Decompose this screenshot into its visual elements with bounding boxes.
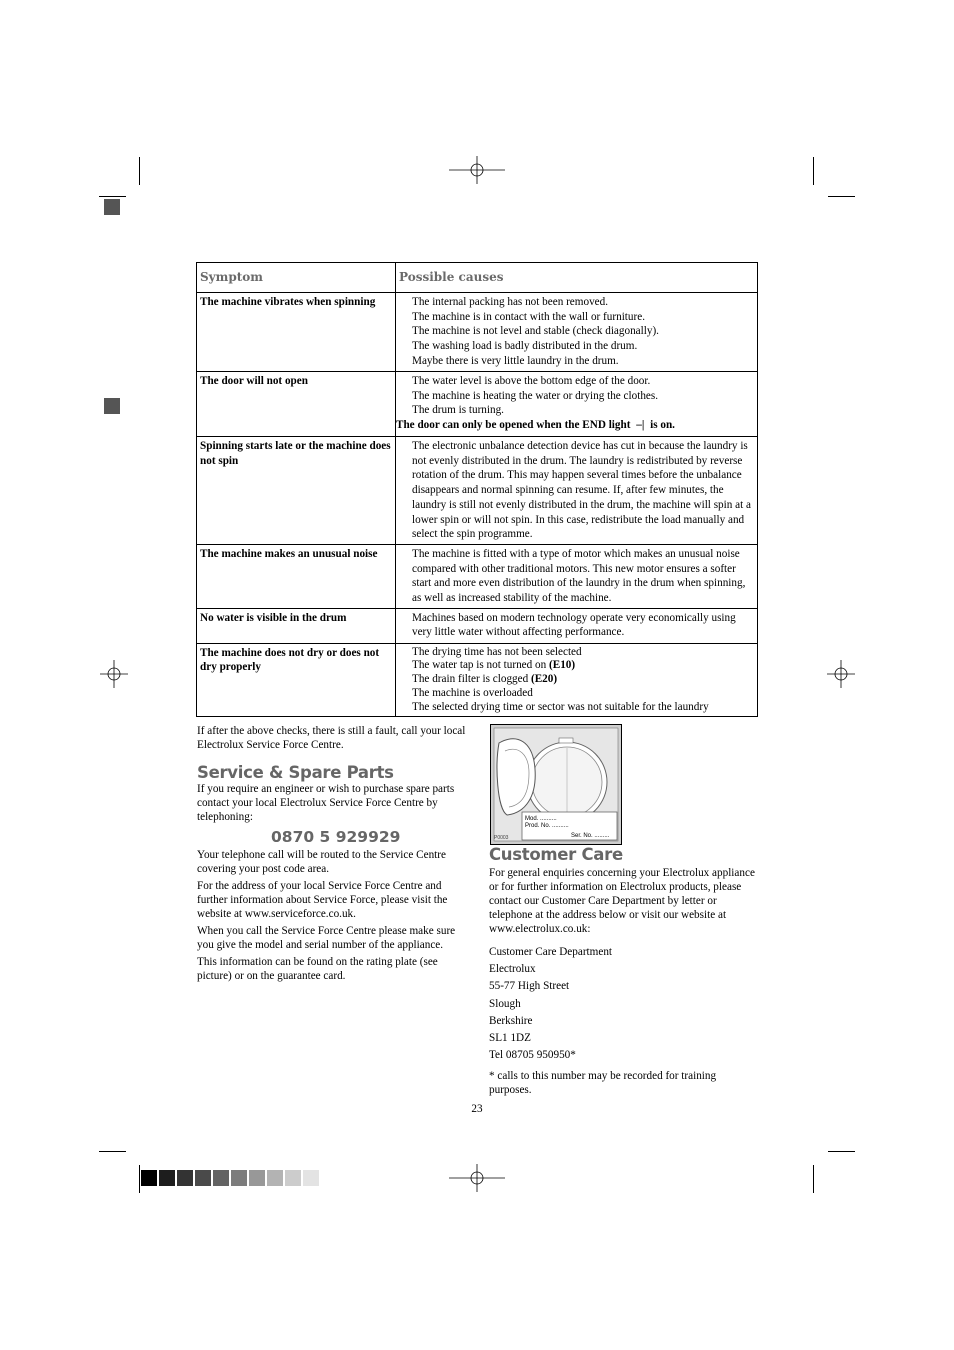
plate-product-number-label: Prod. No. ..........: [525, 823, 569, 829]
right-column: [489, 845, 757, 1100]
address-line: SL1 1DZ: [489, 1031, 531, 1044]
table-row: [197, 608, 758, 643]
causes-cell: Machines based on modern technology operate very economically using very little water without affecting performance.: [396, 608, 758, 643]
error-code: (E10): [549, 659, 576, 672]
color-calibration-bar: [141, 1170, 319, 1186]
symptom-cell: The machine makes an unusual noise: [197, 544, 396, 608]
service-paragraph: Your telephone call will be routed to the Service Centre covering your post code area.: [197, 849, 446, 875]
table-row: [197, 293, 758, 372]
color-swatch: [249, 1170, 265, 1186]
symptom-cell: The machine vibrates when spinning: [197, 293, 396, 372]
table-row: [197, 437, 758, 545]
troubleshooting-table: [196, 262, 758, 717]
service-heading: Service & Spare Parts: [197, 763, 394, 782]
customer-care-paragraph: For general enquiries concerning your Electrolux appliance or for further information on Electrolux products, please contact our Customer Care Department by letter or telephone at the address below or visit our website at www.electrolux.co.uk:: [489, 867, 755, 935]
color-swatch: [141, 1170, 157, 1186]
cause-line: [412, 673, 753, 687]
symptom-cell: No water is visible in the drum: [197, 608, 396, 643]
causes-cell: [396, 643, 758, 717]
left-column: [197, 724, 469, 986]
symptom-cell: The door will not open: [197, 372, 396, 437]
page-number: 23: [471, 1103, 483, 1115]
cause-line: The drying time has not been selected: [412, 645, 582, 658]
cause-line: The water level is above the bottom edge of the door.: [412, 375, 651, 387]
cause-line: The machine is in contact with the wall or furniture.: [412, 310, 645, 323]
plate-model-label: Mod. ..........: [525, 816, 557, 822]
cause-line: The washing load is badly distributed in the drum.: [412, 340, 638, 353]
end-light-icon: –|: [636, 419, 645, 432]
telephone-line: Tel 08705 950950*: [489, 1049, 576, 1062]
registration-mark-top: [449, 156, 505, 184]
causes-cell: [396, 372, 758, 437]
symptom-cell: Spinning starts late or the machine does not spin: [197, 437, 396, 545]
table-row: [197, 643, 758, 717]
error-code: (E20): [530, 673, 558, 686]
color-swatch: [177, 1170, 193, 1186]
table-row: [197, 372, 758, 437]
service-paragraph: If you require an engineer or wish to purchase spare parts contact your local Electrolux Service Force Centre by telephoning:: [197, 783, 455, 823]
registration-mark-left: [100, 660, 128, 688]
cause-line: The machine is heating the water or drying the clothes.: [412, 389, 659, 402]
address-line: Customer Care Department: [489, 946, 613, 958]
causes-cell: The machine is fitted with a type of motor which makes an unusual noise compared with other traditional motors. This new motor ensures a softer start and more even distribution of the laundry in the drum when spinning, as well as increased stability of the machine.: [396, 544, 758, 608]
table-row: [197, 544, 758, 608]
customer-care-heading: Customer Care: [489, 845, 623, 864]
cause-text: The drain filter is clogged: [412, 673, 531, 686]
color-swatch: [195, 1170, 211, 1186]
cause-line: Maybe there is very little laundry in the drum.: [412, 354, 619, 367]
plate-corner-code: P0003: [494, 835, 509, 841]
note-text: The door can only be opened when the END light: [396, 419, 631, 432]
address-line: Electrolux: [489, 963, 536, 976]
color-swatch: [303, 1170, 319, 1186]
cause-line: The selected drying time or sector was not suitable for the laundry: [412, 700, 709, 713]
table-header-row: [197, 263, 758, 293]
header-symptom: Symptom: [197, 263, 396, 293]
footnote: * calls to this number may be recorded for training purposes.: [489, 1070, 717, 1097]
address-line: 55-77 High Street: [489, 980, 570, 993]
header-possible-causes: Possible causes: [396, 263, 758, 293]
door-end-light-note: [396, 418, 753, 433]
service-phone-number: 0870 5 929929: [271, 828, 401, 846]
symptom-cell: The machine does not dry or does not dry properly: [197, 643, 396, 717]
plate-serial-number-label: Ser. No. .........: [571, 833, 610, 839]
margin-square-middle: [104, 398, 120, 414]
cause-line: The internal packing has not been removed.: [412, 296, 609, 308]
customer-care-address: [489, 945, 757, 1065]
service-paragraph: When you call the Service Force Centre please make sure you give the model and serial number of the appliance.: [197, 925, 456, 951]
note-text: is on.: [650, 419, 675, 432]
causes-cell: The electronic unbalance detection device has cut in because the laundry is not evenly distributed in the drum. The laundry is redistributed by reverse rotation of the drum. This may happen several times before the unbalance disappears and normal spinning can resume. If, after few minutes, the laundry is still not evenly distributed in the drum, the machine will spin at a lower spin or will not spin. In this case, redistribute the load manually and select the spin programme.: [396, 437, 758, 545]
color-swatch: [159, 1170, 175, 1186]
address-line: Berkshire: [489, 1014, 533, 1027]
cause-line: The machine is overloaded: [412, 686, 533, 699]
registration-mark-right: [827, 660, 855, 688]
registration-mark-bottom: [449, 1164, 505, 1192]
cause-line: The drum is turning.: [412, 404, 504, 417]
color-swatch: [213, 1170, 229, 1186]
color-swatch: [285, 1170, 301, 1186]
margin-square-top: [104, 199, 120, 215]
color-swatch: [231, 1170, 247, 1186]
service-paragraph: This information can be found on the rating plate (see picture) or on the guarantee card.: [197, 956, 438, 982]
causes-cell: [396, 293, 758, 372]
cause-line: [412, 659, 753, 673]
service-paragraph: For the address of your local Service Force Centre and further information about Service Force, please visit the website at www.serviceforce.co.uk.: [197, 880, 448, 920]
color-swatch: [267, 1170, 283, 1186]
rating-plate-picture: [490, 724, 622, 845]
address-line: Slough: [489, 997, 521, 1010]
intro-paragraph: If after the above checks, there is still a fault, call your local Electrolux Service Force Centre.: [197, 725, 466, 751]
cause-line: The machine is not level and stable (check diagonally).: [412, 325, 659, 338]
cause-text: The water tap is not turned on: [412, 659, 550, 672]
